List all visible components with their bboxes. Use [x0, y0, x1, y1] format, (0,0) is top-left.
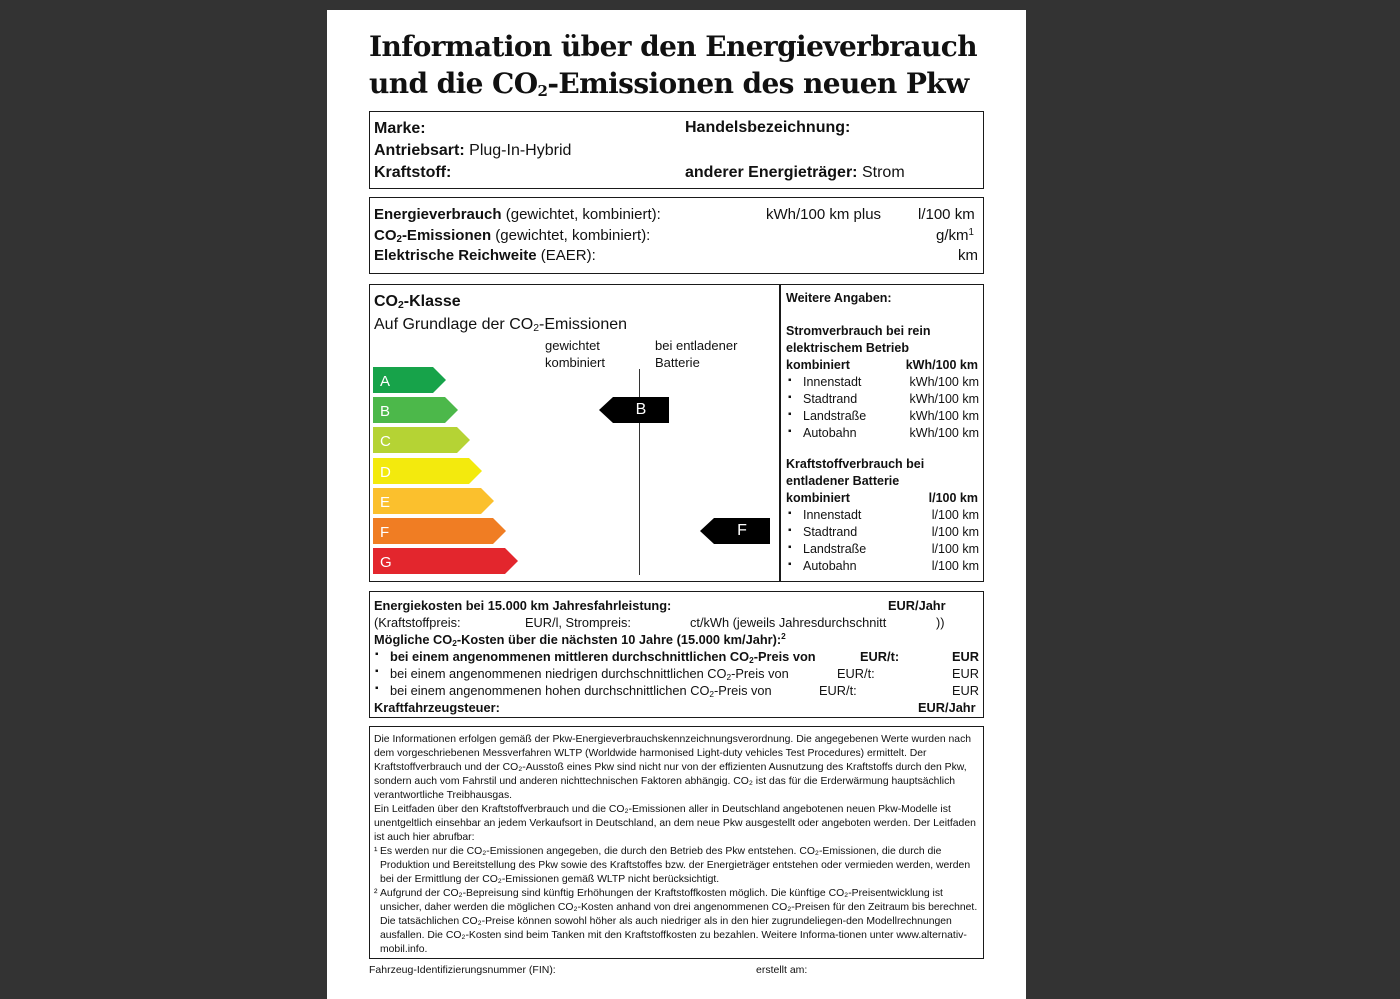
- title-line-2: [369, 65, 977, 102]
- co2-costs-footnote-mark: 2: [781, 631, 786, 641]
- class-arrow-d: [373, 458, 483, 484]
- co2-unit: [936, 227, 974, 244]
- energy-consumption-row: [374, 206, 661, 223]
- class-arrow-c: [373, 427, 471, 453]
- tax-unit: EUR/Jahr: [918, 700, 976, 715]
- discharged-class-marker: F: [714, 518, 770, 544]
- footnote-2-text: Aufgrund der CO₂-Bepreisung sind künftig Erhöhungen der Kraftstoffkosten möglich. Die künftige CO₂-Preisentwicklung ist unsicher, daher werden die möglichen CO₂-Kosten anhand von drei angenommenen CO₂-Preisen für den Zeitraum bis berechnet. Die tatsächlichen CO₂-Preise können sowohl höher als auch niedriger als in den hier zugrundeliegen-den Modellrechnungen ausfallen. Die CO₂-Kosten sind beim Tanken mit den Kraftstoffkosten zu bezahlen. Weitere Informa-tionen unter www.alternativ-mobil.info.: [380, 888, 978, 955]
- fuel-price-unit: EUR/l, Strompreis:: [525, 615, 631, 630]
- co2-suffix: (gewichtet, kombiniert):: [495, 227, 651, 244]
- notes-paragraph-1: Die Informationen erfolgen gemäß der Pkw-Energieverbrauchskennzeichnungsverordnung. Die angegebenen Werte wurden nach dem vorgeschriebenen Messverfahren WLTP (Worldwide harmonised Light-duty vehicles Test Procedures) ermittelt. Der Kraftstoffverbrauch und der CO₂-Ausstoß eines Pkw sind nicht nur von der effizienten Ausnutzung des Kraftstoffs durch den Pkw, sondern auch vom Fahrstil und anderen nichttechnischen Faktoren abhängig. CO₂ ist das für die Erderwärmung hauptsächlich verantwortliche Treibhausgas.: [374, 734, 972, 801]
- co2-label-a: CO: [374, 227, 397, 244]
- power-price-unit: ct/kWh (jeweils Jahresdurchschnitt: [690, 615, 887, 630]
- co2-cost-mid-eur: EUR: [952, 649, 980, 664]
- weighted-class-marker: B: [613, 397, 669, 423]
- further-heading: Weitere Angaben:: [786, 291, 892, 305]
- energy-unit-kwh: kWh/100 km plus: [766, 206, 882, 223]
- handelsbezeichnung-label: Handelsbezeichnung:: [685, 119, 851, 136]
- title-line-2-b: -Emissionen des neuen Pkw: [547, 67, 969, 100]
- footnote-1: [374, 845, 979, 887]
- title-line-1: Information über den Energieverbrauch: [369, 30, 977, 63]
- title-line-2-sub: 2: [537, 82, 548, 100]
- fuel-price-label: (Kraftstoffpreis:: [374, 615, 461, 630]
- footnote-1-text: Es werden nur die CO₂-Emissionen angegeben, die durch den Betrieb des Pkw entstehen. CO₂-Emissionen, die durch die Produktion und Bereitstellung des Pkw sowie des Kraftstoffes bzw. der Energieträger entstehen oder vermieden werden, werden bei der Ermittlung der CO₂-Emissionen gemäß WLTP nicht berücksichtigt.: [380, 846, 971, 885]
- elec-heading-1: Stromverbrauch bei rein: [786, 324, 931, 338]
- elec-combined-unit: kWh/100 km: [905, 358, 978, 372]
- detail-row-label: ▪ Autobahn: [803, 559, 857, 573]
- col-weighted-header: [545, 337, 605, 371]
- co2-cost-high: ▪ bei einem angenommenen hohen durchschnittlichen $CO_2$-Preis von: [390, 683, 772, 698]
- antriebsart-value: Plug-In-Hybrid: [469, 142, 572, 159]
- energietraeger-value: Strom: [861, 164, 905, 181]
- co2-class-sub-b: -Emissionen: [538, 316, 628, 333]
- class-arrow-a: [373, 367, 447, 393]
- col-discharged-l2: Batterie: [655, 355, 700, 370]
- co2-cost-mid: ▪ bei einem angenommenen mittleren durchschnittlichen $CO_2$-Preis von: [390, 649, 816, 664]
- closing-parens: )): [936, 615, 945, 630]
- range-unit: km: [958, 247, 978, 264]
- detail-row-unit: l/100 km: [931, 542, 979, 556]
- co2-class-box: [369, 284, 781, 582]
- detail-row-label: ▪ Autobahn: [803, 426, 857, 440]
- footnote-1-mark: ¹: [374, 846, 378, 857]
- class-arrow-g: [373, 548, 519, 574]
- co2-cost-mid-a: bei einem angenommenen mittleren durchschnittlichen CO: [390, 649, 750, 664]
- detail-row-label: ▪ Innenstadt: [803, 508, 861, 522]
- fin-label: Fahrzeug-Identifizierungsnummer (FIN):: [369, 964, 556, 976]
- class-arrow-f: [373, 518, 507, 544]
- co2-class-subheading: Auf Grundlage der $CO_2$-Emissionen: [374, 316, 628, 334]
- co2-label-b: -Emissionen: [401, 227, 492, 244]
- co2-costs-b: -Kosten über die nächsten 10 Jahre (15.000 km/Jahr):: [456, 632, 782, 647]
- co2-cost-low-eurt: EUR/t:: [837, 666, 875, 681]
- co2-cost-low-eur: EUR: [952, 666, 980, 681]
- col-discharged-header: [655, 337, 737, 371]
- kraftstoff-label: Kraftstoff:: [374, 164, 452, 181]
- detail-row-label: ▪ Innenstadt: [803, 375, 861, 389]
- range-row: [374, 247, 596, 264]
- fuel-heading-2: entladener Batterie: [786, 474, 900, 488]
- energy-costs-label: Energiekosten bei 15.000 km Jahresfahrleistung:: [374, 598, 672, 613]
- co2-cost-high-eur: EUR: [952, 683, 980, 698]
- detail-row-unit: l/100 km: [931, 508, 979, 522]
- detail-row-unit: kWh/100 km: [909, 375, 979, 389]
- co2-cost-low: ▪ bei einem angenommenen niedrigen durchschnittlichen $CO_2$-Preis von: [390, 666, 789, 681]
- class-arrow-label: E: [380, 493, 391, 511]
- title-line-2-a: und die CO: [369, 67, 538, 100]
- tax-label: Kraftfahrzeugsteuer:: [374, 700, 500, 715]
- co2-unit-text: g/km: [936, 227, 969, 244]
- notes-box: [369, 726, 984, 959]
- col-weighted-l2: kombiniert: [545, 355, 605, 370]
- co2-emissions-row: $CO_2$-Emissionen (gewichtet, kombiniert):: [374, 227, 651, 245]
- detail-row-label: ▪ Landstraße: [803, 409, 866, 423]
- col-discharged-l1: bei entladener: [655, 338, 738, 353]
- elec-combined-label: kombiniert: [786, 358, 850, 372]
- antriebsart-row: [374, 142, 571, 160]
- footnote-2: [374, 887, 979, 957]
- class-arrow-label: C: [380, 433, 391, 451]
- detail-row-label: ▪ Stadtrand: [803, 525, 857, 539]
- range-label: Elektrische Reichweite: [374, 247, 537, 264]
- class-arrow-b: [373, 397, 459, 423]
- energy-consumption-label: Energieverbrauch: [374, 206, 502, 223]
- co2-class-heading: $CO_2$-Klasse: [374, 293, 461, 311]
- co2-class-heading-a: CO: [374, 293, 398, 310]
- co2-cost-high-a: bei einem angenommenen hohen durchschnittlichen CO: [390, 683, 710, 698]
- co2-cost-low-b: -Preis von: [731, 666, 789, 681]
- co2-footnote-mark: 1: [968, 227, 974, 238]
- footnote-2-mark: ²: [374, 888, 378, 899]
- detail-row-unit: kWh/100 km: [909, 392, 979, 406]
- fuel-combined-label: kombiniert: [786, 491, 850, 505]
- fuel-combined-unit: l/100 km: [928, 491, 978, 505]
- notes-paragraph-2: Ein Leitfaden über den Kraftstoffverbrauch und die CO₂-Emissionen aller in Deutschland angebotenen neuen Pkw-Modelle ist unentgeltlich einsehbar an jedem Verkaufsort in Deutschland, an dem neue Pkw ausgestellt oder angeboten werden. Der Leitfaden ist auch hier abrufbar:: [374, 804, 976, 843]
- range-suffix: (EAER):: [540, 247, 596, 264]
- detail-row-label: ▪ Stadtrand: [803, 392, 857, 406]
- detail-row-label: ▪ Landstraße: [803, 542, 866, 556]
- detail-row-unit: kWh/100 km: [909, 426, 979, 440]
- co2-costs-heading: Mögliche $CO_2$-Kosten über die nächsten 10 Jahre (15.000 km/Jahr):$^2$: [374, 631, 786, 648]
- energietraeger-row: [685, 164, 905, 182]
- energietraeger-label: anderer Energieträger:: [685, 164, 858, 181]
- fuel-heading-1: Kraftstoffverbrauch bei: [786, 457, 925, 471]
- class-arrow-label: B: [380, 403, 391, 421]
- co2-class-sub-a: Auf Grundlage der CO: [374, 316, 534, 333]
- vehicle-box: [369, 111, 984, 189]
- class-arrow-label: G: [380, 554, 392, 572]
- marke-label: Marke:: [374, 120, 426, 137]
- energy-costs-unit: EUR/Jahr: [888, 598, 946, 613]
- co2-cost-high-b: -Preis von: [714, 683, 772, 698]
- energy-unit-l: l/100 km: [918, 206, 975, 223]
- energy-consumption-suffix: (gewichtet, kombiniert):: [505, 206, 661, 223]
- consumption-box: [369, 197, 984, 274]
- co2-cost-mid-b: -Preis von: [753, 649, 816, 664]
- antriebsart-label: Antriebsart:: [374, 142, 465, 159]
- detail-row-unit: l/100 km: [931, 525, 979, 539]
- created-label: erstellt am:: [756, 964, 808, 976]
- co2-costs-a: Mögliche CO: [374, 632, 453, 647]
- costs-box: [369, 591, 984, 718]
- page-title: [369, 28, 977, 102]
- co2-class-heading-b: -Klasse: [403, 293, 461, 310]
- class-arrow-label: A: [380, 373, 391, 390]
- energy-label-document: [327, 10, 1026, 999]
- class-arrow-e: [373, 488, 495, 514]
- co2-cost-high-eurt: EUR/t:: [819, 683, 857, 698]
- co2-cost-low-a: bei einem angenommenen niedrigen durchschnittlichen CO: [390, 666, 727, 681]
- co2-cost-mid-eurt: EUR/t:: [860, 649, 900, 664]
- detail-row-unit: l/100 km: [931, 559, 979, 573]
- class-arrow-label: D: [380, 463, 391, 481]
- elec-heading-2: elektrischem Betrieb: [786, 341, 909, 355]
- detail-row-unit: kWh/100 km: [909, 409, 979, 423]
- col-weighted-l1: gewichtet: [545, 338, 600, 353]
- class-arrow-label: F: [380, 524, 390, 541]
- further-details-box: [779, 284, 984, 582]
